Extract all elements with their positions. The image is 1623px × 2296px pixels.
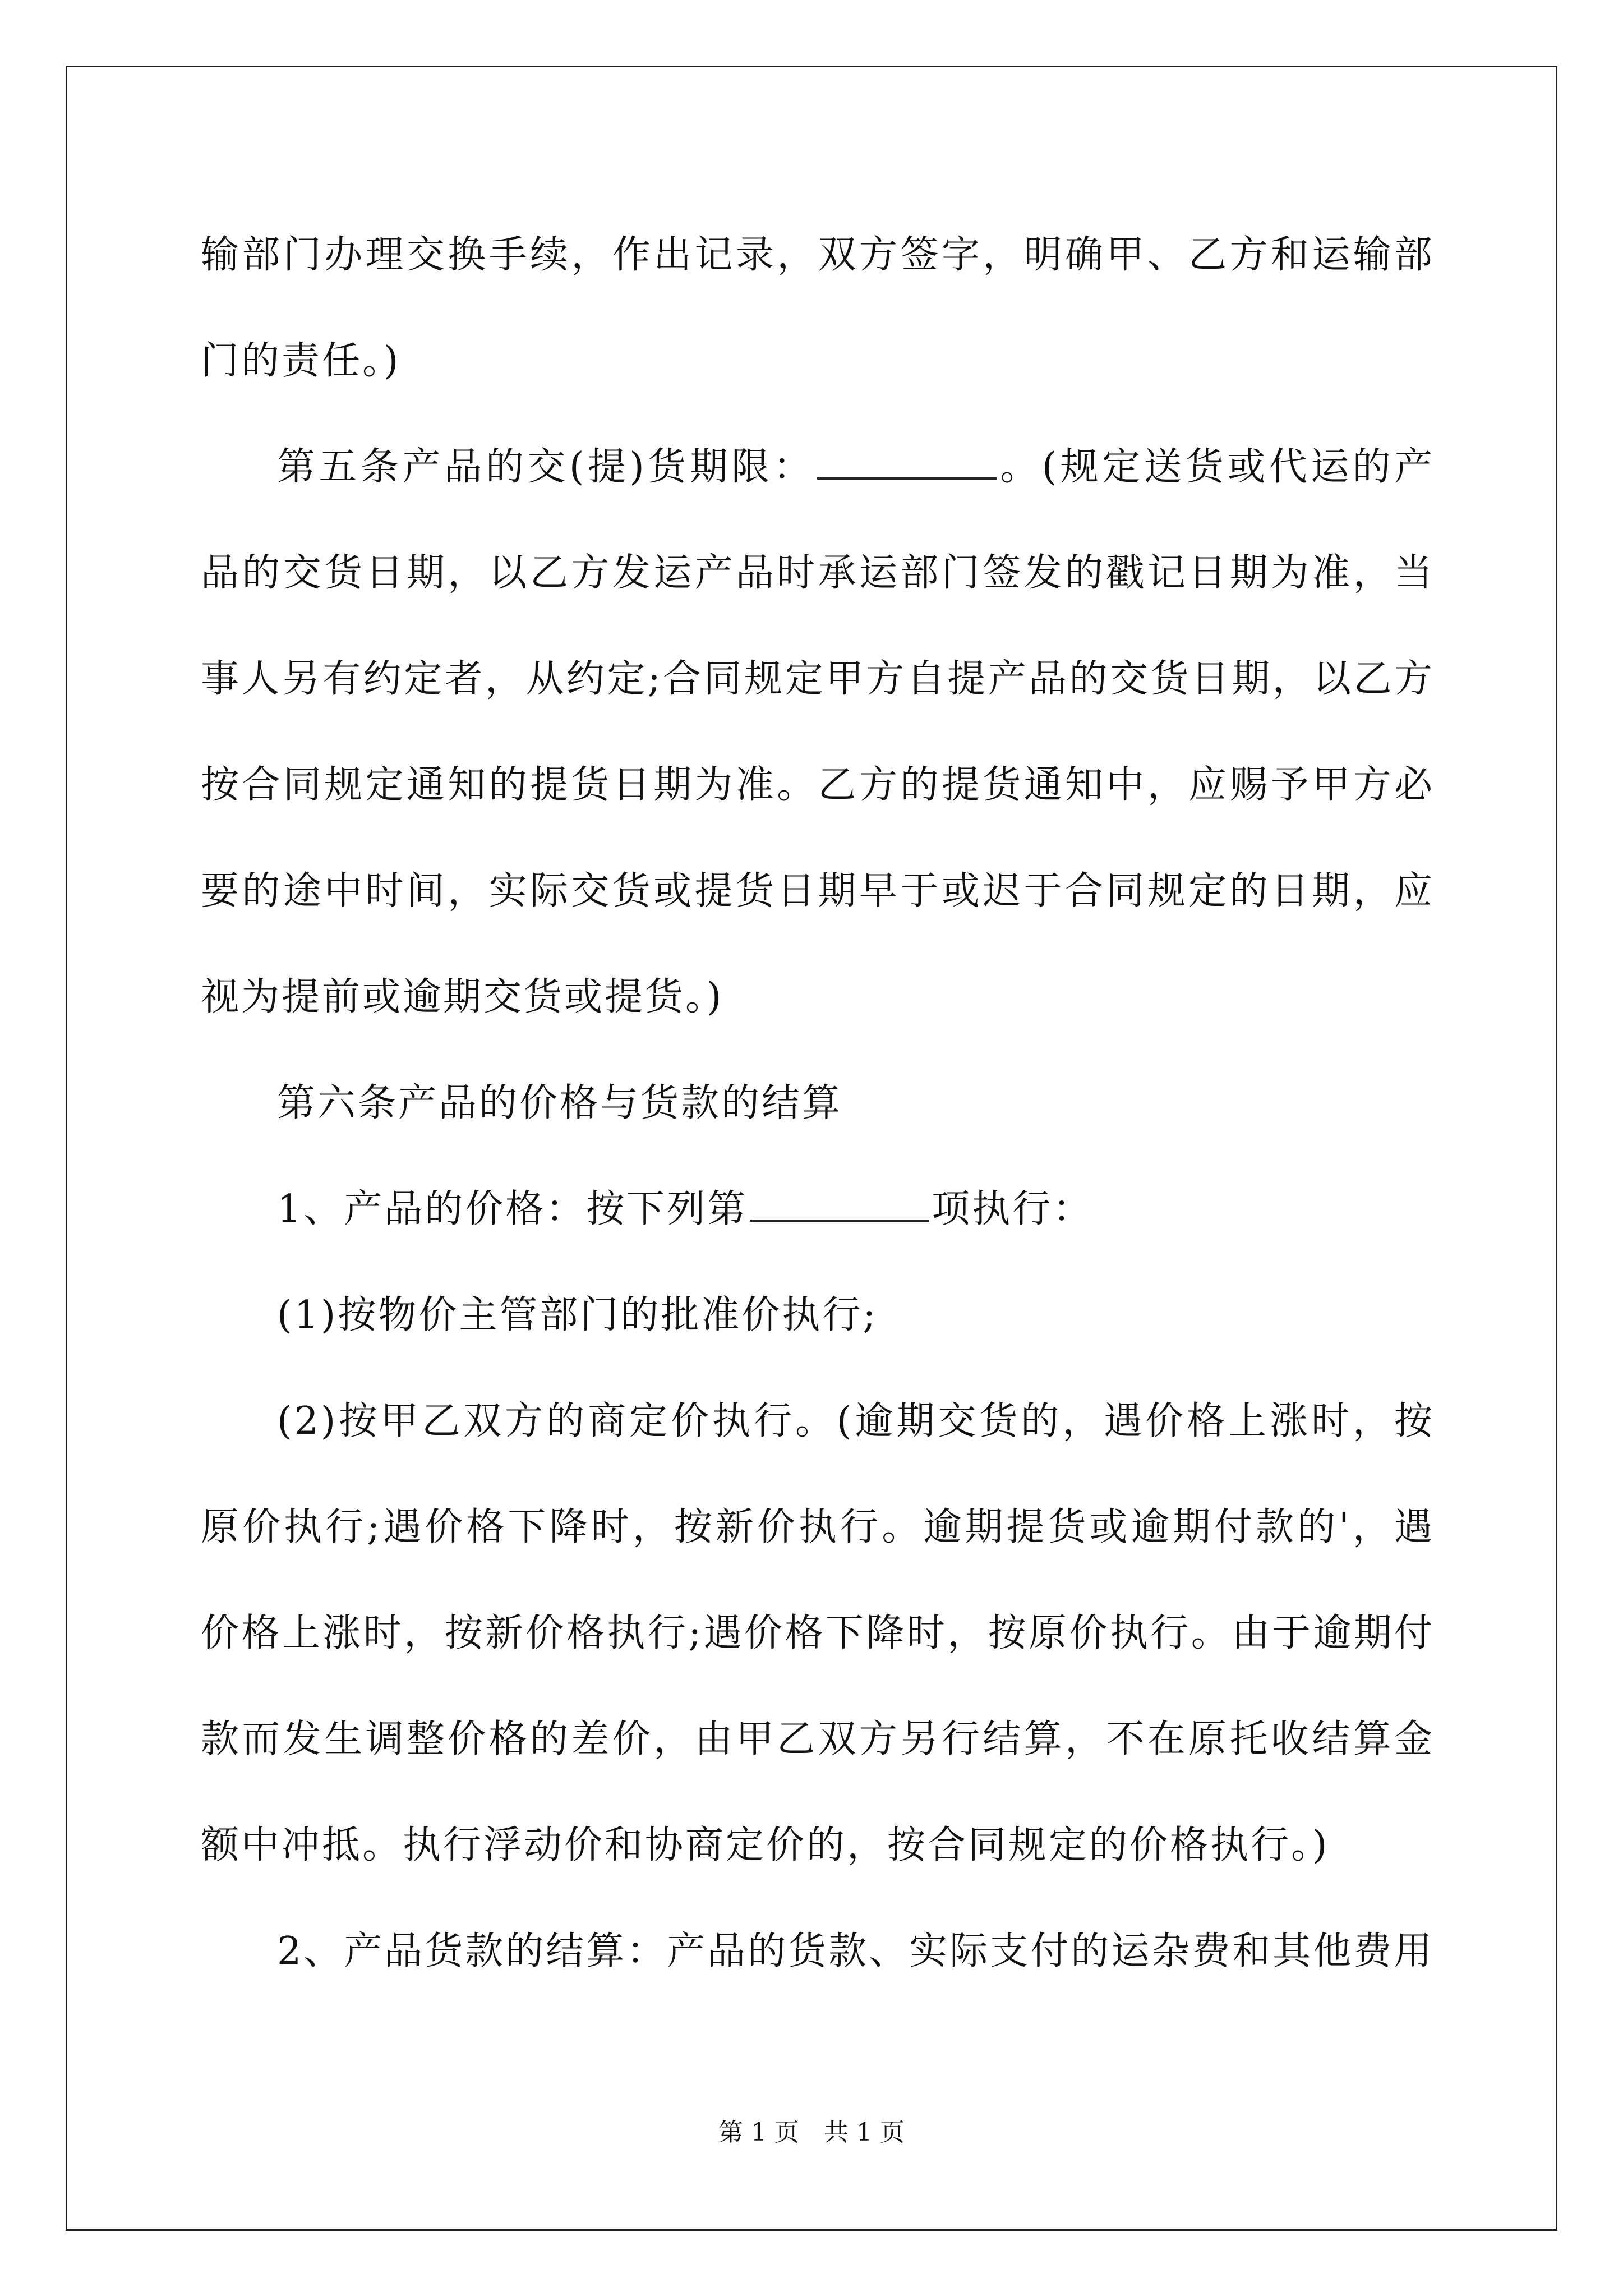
paragraph-p4	[201, 1156, 1435, 1262]
paragraph-text: 2、产品货款的结算：产品的货款、实际支付的运杂费和其他费用	[277, 1929, 1435, 1973]
paragraph-text: 第五条产品的交(提)货期限：	[277, 445, 815, 489]
fill-in-blank[interactable]	[750, 1188, 929, 1222]
paragraph-p6	[201, 1368, 1435, 1898]
document-body	[201, 202, 1435, 2004]
paragraph-text: 第六条产品的价格与货款的结算	[277, 1081, 843, 1125]
fill-in-blank[interactable]	[817, 446, 997, 480]
paragraph-text: 。(规定送货或代运的产品的交货日期，以乙方发运产品时承运部门签发的戳记日期为准，当事人另有约定者，从约定;合同规定甲方自提产品的交货日期，以乙方按合同规定通知的提货日期为准。乙方的提货通知中，应赐予甲方必要的途中时间，实际交货或提货日期早于或迟于合同规定的日期，应视为提前或逾期交货或提货。)	[201, 445, 1435, 1019]
paragraph-text: 项执行：	[932, 1187, 1094, 1231]
paragraph-text: (2)按甲乙双方的商定价执行。(逾期交货的，遇价格上涨时，按原价执行;遇价格下降时，按新价执行。逾期提货或逾期付款的'，遇价格上涨时，按新价格执行;遇价格下降时，按原价执行。由于逾期付款而发生调整价格的差价，由甲乙双方另行结算，不在原托收结算金额中冲抵。执行浮动价和协商定价的，按合同规定的价格执行。)	[201, 1399, 1435, 1867]
paragraph-text: (1)按物价主管部门的批准价执行;	[277, 1293, 878, 1337]
paragraph-text: 1、产品的价格：按下列第	[277, 1187, 748, 1231]
paragraph-text: 输部门办理交换手续，作出记录，双方签字，明确甲、乙方和运输部门的责任。)	[201, 233, 1435, 383]
paragraph-p2	[201, 414, 1435, 1050]
page-footer: 第 1 页 共 1 页	[718, 2118, 905, 2147]
paragraph-p7	[201, 1898, 1435, 2004]
paragraph-p1	[201, 202, 1435, 414]
paragraph-p5	[201, 1262, 1435, 1368]
paragraph-p3	[201, 1050, 1435, 1156]
